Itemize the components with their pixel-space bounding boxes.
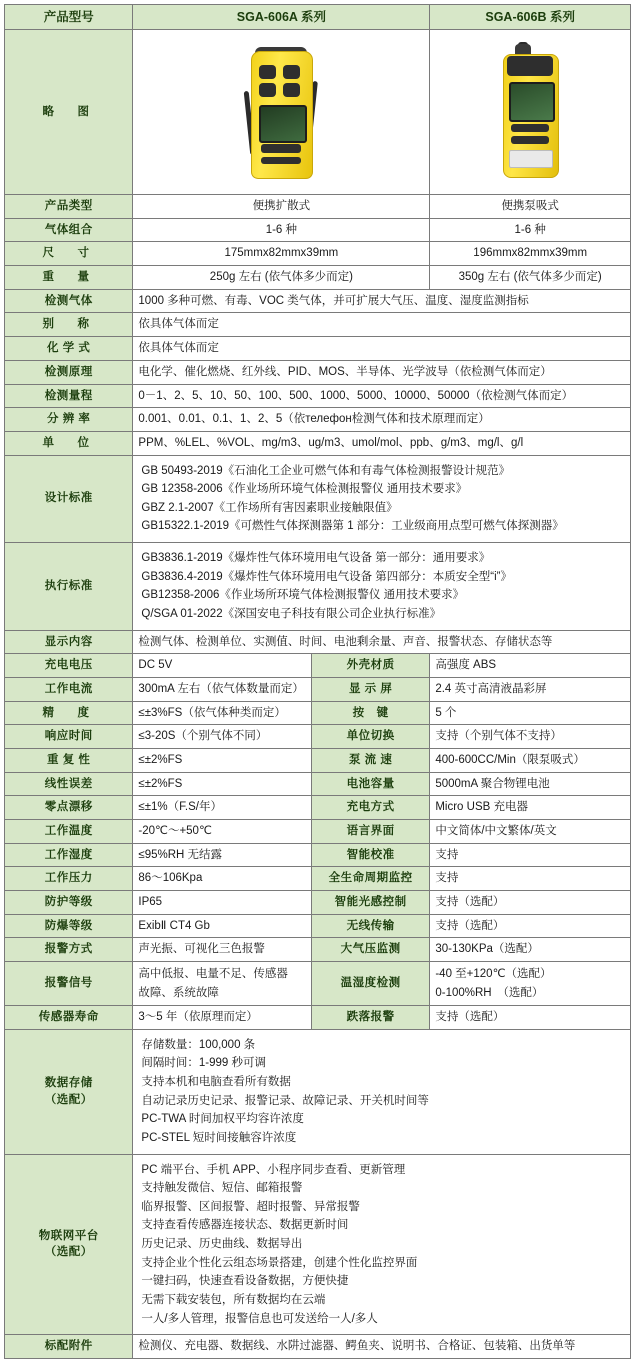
spec-label-right: 显 示 屏 xyxy=(311,677,429,701)
table-row-exec-standard xyxy=(5,543,631,631)
detect-gas-value: 1000 多种可燃、有毒、VOC 类气体，并可扩展大气压、温度、湿度监测指标 xyxy=(133,289,631,313)
unit-label: 单 位 xyxy=(5,431,133,455)
spec-value-right: 30-130KPa（选配） xyxy=(430,938,631,962)
spec-label-right: 全生命周期监控 xyxy=(311,867,429,891)
product-type-b: 便携泵吸式 xyxy=(430,195,631,219)
iot-line: 支持企业个性化云组态场景搭建，创建个性化监控界面 xyxy=(141,1256,418,1269)
spec-table xyxy=(4,4,631,1359)
storage-label-line1: 数据存储 xyxy=(44,1077,93,1090)
design-standard-line: GB 50493-2019《石油化工企业可燃气体和有毒气体检测报警设计规范》 xyxy=(141,464,511,477)
spec-label-right: 外壳材质 xyxy=(311,654,429,678)
model-a-header: SGA-606A 系列 xyxy=(133,5,430,30)
spec-label-left: 重 复 性 xyxy=(5,748,133,772)
table-row xyxy=(5,748,631,772)
spec-label-right: 充电方式 xyxy=(311,796,429,820)
principle-label: 检测原理 xyxy=(5,360,133,384)
spec-value-right: Micro USB 充电器 xyxy=(430,796,631,820)
spec-label-right: 电池容量 xyxy=(311,772,429,796)
temp-humidity-value xyxy=(430,961,631,1005)
table-row-unit xyxy=(5,431,631,455)
table-row-detect-gas xyxy=(5,289,631,313)
alarm-signal-value xyxy=(133,961,312,1005)
storage-line: 间隔时间：1-999 秒可调 xyxy=(141,1057,267,1070)
table-row-range xyxy=(5,384,631,408)
weight-a: 250g 左右 (依气体多少而定) xyxy=(133,266,430,290)
table-row xyxy=(5,677,631,701)
spec-value-right: 支持（选配） xyxy=(430,890,631,914)
formula-value: 依具体气体而定 xyxy=(133,337,631,361)
table-row-accessories xyxy=(5,1335,631,1359)
table-row-display-content xyxy=(5,630,631,654)
temp-humidity-line: 0-100%RH （选配） xyxy=(435,986,544,999)
spec-value-left: ≤±2%FS xyxy=(133,772,312,796)
table-row-alarm-signal xyxy=(5,961,631,1005)
size-label: 尺 寸 xyxy=(5,242,133,266)
spec-label-left: 防爆等级 xyxy=(5,914,133,938)
table-row-sensor-life xyxy=(5,1006,631,1030)
iot-line: 一键扫码，快速查看设备数据，方便快捷 xyxy=(141,1275,349,1288)
spec-value-right: 5000mA 聚合物锂电池 xyxy=(430,772,631,796)
model-label: 产品型号 xyxy=(5,5,133,30)
table-row-design-standard xyxy=(5,455,631,543)
spec-value-left: ≤95%RH 无结露 xyxy=(133,843,312,867)
table-row xyxy=(5,938,631,962)
table-row xyxy=(5,701,631,725)
iot-value xyxy=(133,1154,631,1335)
range-label: 检测量程 xyxy=(5,384,133,408)
spec-label-right: 按 键 xyxy=(311,701,429,725)
spec-label-right: 单位切换 xyxy=(311,725,429,749)
table-row xyxy=(5,843,631,867)
drop-alarm-value: 支持（选配） xyxy=(430,1006,631,1030)
design-standard-line: GB 12358-2006《作业场所环境气体检测报警仪 通用技术要求》 xyxy=(141,483,468,496)
spec-value-left: ≤3-20S（个别气体不同） xyxy=(133,725,312,749)
table-row-storage xyxy=(5,1029,631,1154)
size-b: 196mmx82mmx39mm xyxy=(430,242,631,266)
design-standard-label: 设计标准 xyxy=(5,455,133,543)
exec-standard-line: GB12358-2006《作业场所环境气体检测报警仪 通用技术要求》 xyxy=(141,589,465,602)
iot-line: 支持查看传感器连接状态、数据更新时间 xyxy=(141,1219,349,1232)
spec-value-right: 5 个 xyxy=(430,701,631,725)
table-row-principle xyxy=(5,360,631,384)
accessories-value: 检测仪、充电器、数据线、水阱过滤器、鳄鱼夹、说明书、合格证、包装箱、出货单等 xyxy=(133,1335,631,1359)
table-row-alias xyxy=(5,313,631,337)
storage-label xyxy=(5,1029,133,1154)
resolution-label: 分 辨 率 xyxy=(5,408,133,432)
weight-b: 350g 左右 (依气体多少而定) xyxy=(430,266,631,290)
device-b-illustration xyxy=(491,42,569,182)
spec-label-right: 泵 流 速 xyxy=(311,748,429,772)
formula-label: 化 学 式 xyxy=(5,337,133,361)
spec-value-left: ≤±3%FS（依气体种类而定） xyxy=(133,701,312,725)
iot-line: 无需下载安装包，所有数据均在云端 xyxy=(141,1293,326,1306)
spec-value-right: 支持（选配） xyxy=(430,914,631,938)
spec-value-right: 2.4 英寸高清液晶彩屏 xyxy=(430,677,631,701)
design-standard-line: GB15322.1-2019《可燃性气体探测器第 1 部分：工业级商用点型可燃气体探测器》 xyxy=(141,520,564,533)
gas-combo-a: 1-6 种 xyxy=(133,218,430,242)
spec-value-right: 中文简体/中文繁体/英文 xyxy=(430,819,631,843)
spec-label-right: 无线传输 xyxy=(311,914,429,938)
temp-humidity-label: 温湿度检测 xyxy=(311,961,429,1005)
weight-label: 重 量 xyxy=(5,266,133,290)
iot-label xyxy=(5,1154,133,1335)
product-type-a: 便携扩散式 xyxy=(133,195,430,219)
spec-label-left: 工作压力 xyxy=(5,867,133,891)
table-row xyxy=(5,654,631,678)
iot-line: 历史记录、历史曲线、数据导出 xyxy=(141,1238,303,1251)
spec-value-right: 支持（个别气体不支持） xyxy=(430,725,631,749)
spec-label-right: 智能校准 xyxy=(311,843,429,867)
unit-value: PPM、%LEL、%VOL、mg/m3、ug/m3、umol/mol、ppb、g/m3、mg/l、g/l xyxy=(133,431,631,455)
spec-label-left: 充电电压 xyxy=(5,654,133,678)
exec-standard-line: Q/SGA 01-2022《深国安电子科技有限公司企业执行标准》 xyxy=(141,607,442,620)
alarm-signal-label: 报警信号 xyxy=(5,961,133,1005)
table-row xyxy=(5,772,631,796)
table-row-product-type xyxy=(5,195,631,219)
model-b-header: SGA-606B 系列 xyxy=(430,5,631,30)
spec-label-left: 工作电流 xyxy=(5,677,133,701)
device-image-a xyxy=(133,30,430,195)
storage-line: 自动记录历史记录、报警记录、故障记录、开关机时间等 xyxy=(141,1094,429,1107)
table-row-sketch xyxy=(5,30,631,195)
exec-standard-value xyxy=(133,543,631,631)
table-row-iot xyxy=(5,1154,631,1335)
table-row xyxy=(5,890,631,914)
spec-label-left: 报警方式 xyxy=(5,938,133,962)
spec-value-left: 86～106Kpa xyxy=(133,867,312,891)
device-image-b xyxy=(430,30,631,195)
display-content-label: 显示内容 xyxy=(5,630,133,654)
exec-standard-line: GB3836.1-2019《爆炸性气体环境用电气设备 第一部分：通用要求》 xyxy=(141,552,491,565)
table-row-gas-combo xyxy=(5,218,631,242)
spec-value-right: 支持 xyxy=(430,867,631,891)
spec-label-left: 线性误差 xyxy=(5,772,133,796)
spec-label-right: 语言界面 xyxy=(311,819,429,843)
storage-line: 支持本机和电脑查看所有数据 xyxy=(141,1076,291,1089)
table-row xyxy=(5,914,631,938)
sketch-label: 略 图 xyxy=(5,30,133,195)
gas-combo-label: 气体组合 xyxy=(5,218,133,242)
storage-line: PC-STEL 短时间接触容许浓度 xyxy=(141,1131,297,1144)
spec-label-left: 工作温度 xyxy=(5,819,133,843)
spec-label-left: 精 度 xyxy=(5,701,133,725)
iot-line: 一人/多人管理，报警信息也可发送给一人/多人 xyxy=(141,1312,378,1325)
resolution-value: 0.001、0.01、0.1、1、2、5（依телефон检测气体和技术原理而定） xyxy=(133,408,631,432)
product-type-label: 产品类型 xyxy=(5,195,133,219)
iot-line: PC 端平台、手机 APP、小程序同步查看、更新管理 xyxy=(141,1163,406,1176)
gas-combo-b: 1-6 种 xyxy=(430,218,631,242)
storage-value xyxy=(133,1029,631,1154)
table-row xyxy=(5,796,631,820)
device-a-illustration xyxy=(235,43,327,181)
alarm-signal-line: 高中低报、电量不足、传感器 xyxy=(138,967,288,980)
spec-value-right: 400-600CC/Min（限泵吸式） xyxy=(430,748,631,772)
sensor-life-label: 传感器寿命 xyxy=(5,1006,133,1030)
display-content-value: 检测气体、检测单位、实测值、时间、电池剩余量、声音、报警状态、存储状态等 xyxy=(133,630,631,654)
spec-label-right: 大气压监测 xyxy=(311,938,429,962)
alarm-signal-line: 故障、系统故障 xyxy=(138,986,219,999)
design-standard-line: GBZ 2.1-2007《工作场所有害因素职业接触限值》 xyxy=(141,501,398,514)
storage-line: PC-TWA 时间加权平均容许浓度 xyxy=(141,1113,304,1126)
table-row xyxy=(5,867,631,891)
spec-value-left: ≤±2%FS xyxy=(133,748,312,772)
alias-label: 别 称 xyxy=(5,313,133,337)
iot-line: 支持触发微信、短信、邮箱报警 xyxy=(141,1182,303,1195)
exec-standard-line: GB3836.4-2019《爆炸性气体环境用电气设备 第四部分：本质安全型“i”》 xyxy=(141,570,513,583)
exec-standard-label: 执行标准 xyxy=(5,543,133,631)
table-row-formula xyxy=(5,337,631,361)
alias-value: 依具体气体而定 xyxy=(133,313,631,337)
iot-label-line2: （选配） xyxy=(44,1246,93,1259)
sensor-life-value: 3～5 年（依原理而定） xyxy=(133,1006,312,1030)
table-row xyxy=(5,725,631,749)
detect-gas-label: 检测气体 xyxy=(5,289,133,313)
table-row-header xyxy=(5,5,631,30)
table-row xyxy=(5,819,631,843)
table-row-resolution xyxy=(5,408,631,432)
spec-label-left: 工作湿度 xyxy=(5,843,133,867)
spec-value-left: 声光振、可视化三色报警 xyxy=(133,938,312,962)
temp-humidity-line: -40 至+120℃（选配） xyxy=(435,967,552,980)
spec-label-right: 智能光感控制 xyxy=(311,890,429,914)
design-standard-value xyxy=(133,455,631,543)
spec-value-left: ExibⅡ CT4 Gb xyxy=(133,914,312,938)
table-row-size xyxy=(5,242,631,266)
spec-value-left: 300mA 左右（依气体数量而定） xyxy=(133,677,312,701)
spec-label-left: 防护等级 xyxy=(5,890,133,914)
spec-value-right: 高强度 ABS xyxy=(430,654,631,678)
iot-label-line1: 物联网平台 xyxy=(38,1229,99,1242)
iot-line: 临界报警、区间报警、超时报警、异常报警 xyxy=(141,1200,360,1213)
spec-value-left: ≤±1%（F.S/年） xyxy=(133,796,312,820)
drop-alarm-label: 跌落报警 xyxy=(311,1006,429,1030)
accessories-label: 标配附件 xyxy=(5,1335,133,1359)
size-a: 175mmx82mmx39mm xyxy=(133,242,430,266)
table-row-weight xyxy=(5,266,631,290)
spec-value-left: -20℃～+50℃ xyxy=(133,819,312,843)
spec-value-left: DC 5V xyxy=(133,654,312,678)
spec-value-left: IP65 xyxy=(133,890,312,914)
spec-value-right: 支持 xyxy=(430,843,631,867)
range-value: 0－1、2、5、10、50、100、500、1000、5000、10000、50000（依检测气体而定） xyxy=(133,384,631,408)
storage-line: 存储数量：100,000 条 xyxy=(141,1038,256,1051)
storage-label-line2: （选配） xyxy=(44,1093,93,1106)
spec-label-left: 零点漂移 xyxy=(5,796,133,820)
principle-value: 电化学、催化燃烧、红外线、PID、MOS、半导体、光学波导（依检测气体而定） xyxy=(133,360,631,384)
spec-label-left: 响应时间 xyxy=(5,725,133,749)
